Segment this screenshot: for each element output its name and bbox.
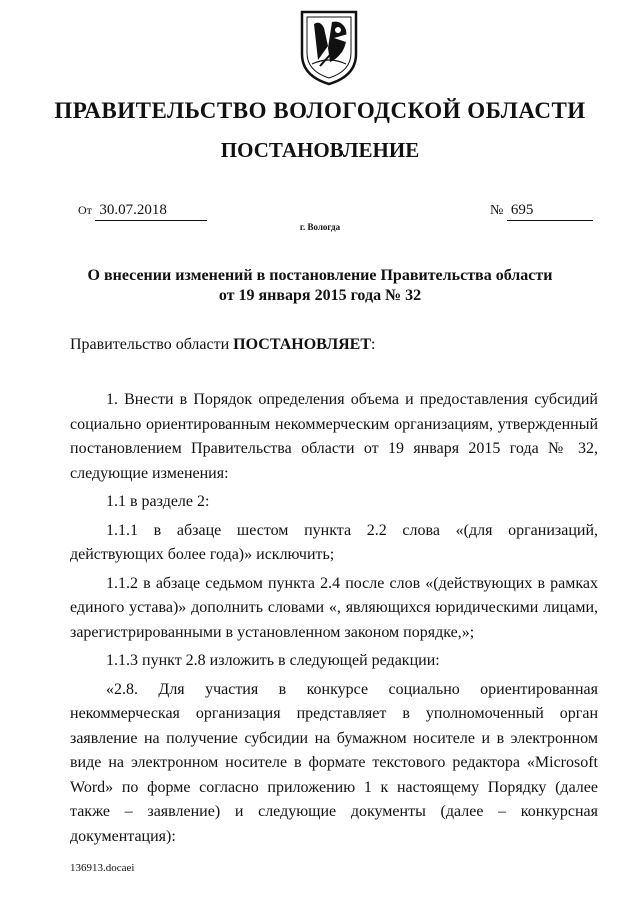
paragraph-2-8: «2.8. Для участия в конкурсе социально ориентированная некоммерческая организация представляет в уполномоченный орган заявление на получение субсидии на бумажном носителе и в электронном виде на электронном носителе в формате текстового редактора «Microsoft Word» по форме согласно приложению 1 к настоящему Порядку (далее также – заявление) и следующие документы (далее – конкурсная документация):: [70, 680, 598, 845]
date-prefix: От: [78, 203, 92, 217]
preamble-colon: :: [371, 336, 376, 353]
preamble: [70, 336, 375, 354]
city-label: г. Вологда: [299, 222, 341, 232]
paragraph-1-1: 1.1 в разделе 2:: [106, 493, 210, 510]
document-body: [70, 388, 598, 853]
organization-name: ПРАВИТЕЛЬСТВО ВОЛОГОДСКОЙ ОБЛАСТИ: [54, 98, 586, 123]
date-line: [78, 202, 207, 221]
document-date: 30.07.2018: [95, 202, 207, 221]
number-prefix: №: [490, 203, 504, 218]
number-line: [490, 202, 593, 221]
paragraph-1: 1. Внести в Порядок определения объема и предоставления субсидий социально ориентированным некоммерческим организациям, утвержденный постановлением Правительства области от 19 января 2015 года № 32, следующие изменения:: [70, 391, 598, 482]
document-number: 695: [507, 202, 593, 221]
preamble-text: Правительство области: [70, 336, 230, 353]
document-type: ПОСТАНОВЛЕНИЕ: [220, 138, 420, 162]
title-line-2: от 19 января 2015 года № 32: [218, 287, 422, 304]
footer-file-name: 136913.docaei: [70, 862, 135, 874]
paragraph-1-1-2: 1.1.2 в абзаце седьмом пункта 2.4 после слов «(действующих в рамках единого устава)» дополнить словами «, являющихся юридическими лицами, зарегистрированными в установленном законом порядке,»;: [70, 574, 598, 641]
coat-of-arms-icon: [298, 8, 360, 86]
preamble-decree: ПОСТАНОВЛЯЕТ: [233, 336, 372, 353]
paragraph-1-1-1: 1.1.1 в абзаце шестом пункта 2.2 слова «(для организаций, действующих более года)» исключить;: [70, 521, 598, 563]
title-line-1: О внесении изменений в постановление Правительства области: [87, 267, 553, 284]
paragraph-1-1-3: 1.1.3 пункт 2.8 изложить в следующей редакции:: [106, 652, 440, 669]
document-title: [0, 266, 640, 306]
